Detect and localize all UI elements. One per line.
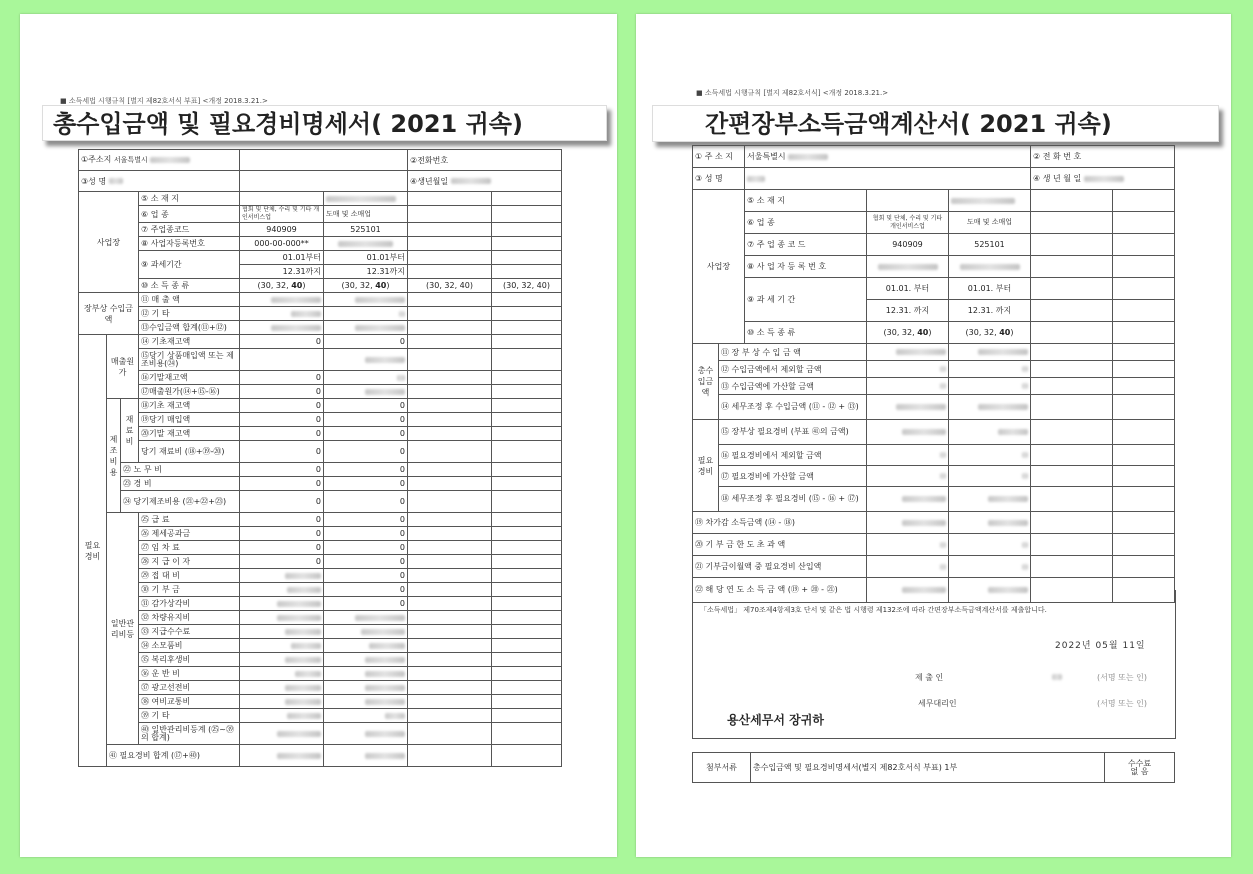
period-from-1: 01.01부터	[240, 251, 324, 265]
name-label: ③ 성 명	[693, 168, 745, 190]
submission-date: 2022년 05월 11일	[1055, 641, 1146, 651]
name-value	[745, 168, 1031, 190]
tax-office: 용산세무서 장귀하	[727, 713, 824, 727]
reg-label: ⑧ 사업자등록번호	[139, 237, 240, 251]
admin-row: ㊳ 여비교통비	[139, 695, 240, 709]
period-to-2: 12.31. 까지	[949, 300, 1031, 322]
summary-row: ⑲ 차가감 소득금액 (⑭ - ⑱)	[693, 512, 867, 534]
mfg-row: ㉔ 당기제조비용 (㉑+㉒+㉓)	[121, 491, 240, 513]
expense-statement-page	[20, 14, 617, 857]
period-label: ⑨ 과 세 기 간	[745, 278, 867, 322]
revenue-row: ⑫ 수입금액에서 제외할 금액	[719, 361, 867, 378]
expense-group-label: 필요경비	[693, 420, 719, 512]
declaration-statement: 「소득세법」 제70조제4항제3호 단서 및 같은 법 시행령 제132조에 따라 간편장부소득금액계산서를 제출합니다.	[700, 606, 1047, 614]
revenue-row: ⑭ 세무조정 후 수입금액 (⑪ - ⑫ + ⑬)	[719, 395, 867, 420]
expense-row: ⑰ 필요경비에 가산할 금액	[719, 466, 867, 487]
address-label: ①주소지 서울특별시	[79, 150, 240, 171]
form-title: 간편장부소득금액계산서( 2021 귀속)	[652, 105, 1219, 142]
admin-row: ㉟ 복리후생비	[139, 653, 240, 667]
cogs-row: ⑭ 기초재고액	[139, 335, 240, 349]
admin-row: ㉖ 제세공과금	[139, 527, 240, 541]
attachment-table	[692, 752, 1175, 783]
reg-value-1: 000-00-000**	[240, 237, 324, 251]
form-header-note: ■ 소득세법 시행규칙 [별지 제82호서식] <개정 2018.3.21.>	[696, 89, 889, 97]
admin-row: ㉞ 소모품비	[139, 639, 240, 653]
expense-row: ⑯ 필요경비에서 제외할 금액	[719, 445, 867, 466]
phone-label: ②전화번호	[408, 150, 562, 171]
cogs-row: ⑰매출원가(⑭+⑮-⑯)	[139, 385, 240, 399]
code-value-2: 525101	[949, 234, 1031, 256]
revenue-row: ⑬ 수입금액에 가산할 금액	[719, 378, 867, 395]
income-type-value-2: (30, 32, 40)	[324, 279, 408, 293]
admin-row: ㉕ 급 료	[139, 513, 240, 527]
admin-row: ㉝ 지급수수료	[139, 625, 240, 639]
income-type-value-4: (30, 32, 40)	[492, 279, 562, 293]
attachment-value: 총수입금액 및 필요경비명세서(별지 제82호서식 부표) 1부	[751, 753, 1105, 783]
expense-row: ⑮ 장부상 필요경비 (부표 ㊶의 금액)	[719, 420, 867, 445]
material-row: 당기 재료비 (⑱+⑲-⑳)	[139, 441, 240, 463]
cogs-group-label: 매출원가	[107, 335, 139, 399]
industry-value-2: 도매 및 소매업	[324, 206, 408, 223]
birth-label: ④생년월일	[408, 171, 562, 192]
form-header-note: ■ 소득세법 시행규칙 [별지 제82호서식 부표] <개정 2018.3.21.>	[60, 97, 268, 105]
expense-group-label: 필요경비	[79, 335, 107, 767]
cogs-row: ⑮당기 상품매입액 또는 제조비용(㉔)	[139, 349, 240, 371]
submitter-name	[1052, 674, 1062, 680]
attachment-label: 첨부서류	[693, 753, 751, 783]
industry-label: ⑥ 업 종	[745, 212, 867, 234]
income-type-value-3: (30, 32, 40)	[408, 279, 492, 293]
admin-row: ㊲ 광고선전비	[139, 681, 240, 695]
reg-label: ⑧ 사 업 자 등 록 번 호	[745, 256, 867, 278]
code-label: ⑦ 주 업 종 코 드	[745, 234, 867, 256]
summary-row: ㉒ 해 당 연 도 소 득 금 액 (⑲ + ⑳ - ㉑)	[693, 578, 867, 603]
location-value-1	[240, 192, 324, 206]
revenue-group-label: 장부상 수입금액	[79, 293, 139, 335]
revenue-row: ⑫ 기 타	[139, 307, 240, 321]
address-label: ① 주 소 지	[693, 146, 745, 168]
material-row: ⑱기초 재고액	[139, 399, 240, 413]
industry-value-2: 도매 및 소매업	[949, 212, 1031, 234]
revenue-row: ⑬수입금액 합계(⑪+⑫)	[139, 321, 240, 335]
period-from-2: 01.01부터	[324, 251, 408, 265]
code-value-2: 525101	[324, 223, 408, 237]
name-label: ③성 명	[79, 171, 240, 192]
birth-label: ④ 생 년 월 일	[1031, 168, 1175, 190]
industry-label: ⑥ 업 종	[139, 206, 240, 223]
admin-row: ㉘ 지 급 이 자	[139, 555, 240, 569]
industry-value-1: 협회 및 단체, 수리 및 기타 개인서비스업	[867, 212, 949, 234]
reg-value-2	[324, 237, 408, 251]
period-to-1: 12.31. 까지	[867, 300, 949, 322]
expense-statement-table: ①주소지 서울특별시 ②전화번호 ③성 명 ④생년월일 사업장 ⑤ 소 재 지 ⑥ 업 종 협회 및 단체, 수리 및 기타 개인서비스업 도매 및 소매업 ⑦ 주업종코드 940909 525101 ⑧ 사업자등록번호 000-00-000** ⑨ 과세기간 01.01부터 01.01부터 12.31까지 12.31까지 ⑩ 소 득 종 류 (30, 32, 40) (30, 32, 40) (30, 32, 40) (30, 32, 40) 장부상 수입금액 ⑪ 매 출 액 ⑫ 기 타 ⑬수입금액 합계(⑪+⑫) 필요경비 매출원가 ⑭ 기초재고액 0 0 ⑮당기 상품매입액 또는 제조비용(㉔) ⑯기말재고액 0 ⑰매출원가(⑭+⑮-⑯) 0 제조비용 재료비 ⑱기초 재고액 0 0 ⑲당기 매입액 0 0 ⑳기말 재고액 0 0 당기 재료비 (⑱+⑲-⑳) 0 0 ㉒ 노 무 비 0 0 ㉓ 경 비 0 0 ㉔ 당기제조비용 (㉑+㉒+㉓) 0 0 일반관리비등 ㉕ 급 료 0 0 ㉖ 제세공과금 0 0 ㉗ 임 차 료 0 0 ㉘ 지 급 이 자 0 0 ㉙ 접 대 비 0 ㉚ 기 부 금 0 ㉛ 감가상각비 0 ㉜ 차량유지비 ㉝ 지급수수료 ㉞ 소모품비 ㉟ 복리후생비 ㊱ 운 반 비 ㊲ 광고선전비 ㊳ 여비교통비 ㊴ 기 타 ㊵ 일반관리비등계 (㉕~㊴의 합계) ㊶ 필요경비 합계 (⑰+㊵)	[78, 149, 562, 767]
expense-total-label: ㊶ 필요경비 합계 (⑰+㊵)	[107, 745, 240, 767]
admin-row: ㊴ 기 타	[139, 709, 240, 723]
address-value: 서울특별시	[745, 146, 1031, 168]
material-group-label: 재료비	[121, 399, 139, 463]
business-group-label: 사업장	[693, 190, 745, 344]
submitter-sign: (서명 또는 인)	[1097, 673, 1147, 682]
period-from-2: 01.01. 부터	[949, 278, 1031, 300]
agent-label: 세무대리인	[918, 699, 957, 708]
period-to-2: 12.31까지	[324, 265, 408, 279]
industry-value-1: 협회 및 단체, 수리 및 기타 개인서비스업	[240, 206, 324, 223]
location-label: ⑤ 소 재 지	[745, 190, 867, 212]
revenue-row: ⑪ 장 부 상 수 입 금 액	[719, 344, 867, 361]
location-value-2	[324, 192, 408, 206]
location-label: ⑤ 소 재 지	[139, 192, 240, 206]
material-row: ⑳기말 재고액	[139, 427, 240, 441]
summary-row: ⑳ 기 부 금 한 도 초 과 액	[693, 534, 867, 556]
mfg-row: ㉒ 노 무 비	[121, 463, 240, 477]
phone-label: ② 전 화 번 호	[1031, 146, 1175, 168]
period-label: ⑨ 과세기간	[139, 251, 240, 279]
summary-row: ㉑ 기부금이월액 중 필요경비 산입액	[693, 556, 867, 578]
revenue-group-label: 총수입금액	[693, 344, 719, 420]
code-label: ⑦ 주업종코드	[139, 223, 240, 237]
cogs-row: ⑯기말재고액	[139, 371, 240, 385]
form-title: 총수입금액 및 필요경비명세서( 2021 귀속)	[42, 105, 607, 141]
revenue-row: ⑪ 매 출 액	[139, 293, 240, 307]
income-type-label: ⑩ 소 득 종 류	[139, 279, 240, 293]
address-value	[240, 150, 408, 171]
income-calc-table: ① 주 소 지 서울특별시 ② 전 화 번 호 ③ 성 명 ④ 생 년 월 일 사업장 ⑤ 소 재 지 ⑥ 업 종 협회 및 단체, 수리 및 기타 개인서비스업 도매 및 소매업 ⑦ 주 업 종 코 드 940909 525101 ⑧ 사 업 자 등 록 번 호 ⑨ 과 세 기 간 01.01. 부터 01.01. 부터 12.31. 까지 12.31. 까지 ⑩ 소 득 종 류 (30, 32, 40) (30, 32, 40) 총수입금액 ⑪ 장 부 상 수 입 금 액 ⑫ 수입금액에서 제외할 금액 ⑬ 수입금액에 가산할 금액 ⑭ 세무조정 후 수입금액 (⑪ - ⑫ + ⑬) 필요경비 ⑮ 장부상 필요경비 (부표 ㊶의 금액) ⑯ 필요경비에서 제외할 금액 ⑰ 필요경비에 가산할 금액 ⑱ 세무조정 후 필요경비 (⑮ - ⑯ + ⑰) ⑲ 차가감 소득금액 (⑭ - ⑱) ⑳ 기 부 금 한 도 초 과 액 ㉑ 기부금이월액 중 필요경비 산입액 ㉒ 해 당 연 도 소 득 금 액 (⑲ + ⑳ - ㉑)	[692, 145, 1175, 603]
period-to-1: 12.31까지	[240, 265, 324, 279]
code-value-1: 940909	[240, 223, 324, 237]
fee-cell: 수수료 없 음	[1105, 753, 1175, 783]
name-value	[240, 171, 408, 192]
agent-sign: (서명 또는 인)	[1097, 699, 1147, 708]
material-row: ⑲당기 매입액	[139, 413, 240, 427]
mfg-row: ㉓ 경 비	[121, 477, 240, 491]
admin-row: ㉜ 차량유지비	[139, 611, 240, 625]
admin-row: ㉚ 기 부 금	[139, 583, 240, 597]
admin-row: ㉛ 감가상각비	[139, 597, 240, 611]
period-from-1: 01.01. 부터	[867, 278, 949, 300]
income-type-value-1: (30, 32, 40)	[240, 279, 324, 293]
admin-row: ㊵ 일반관리비등계 (㉕~㊴의 합계)	[139, 723, 240, 745]
income-type-label: ⑩ 소 득 종 류	[745, 322, 867, 344]
admin-row: ㉙ 접 대 비	[139, 569, 240, 583]
admin-group-label: 일반관리비등	[107, 513, 139, 745]
admin-row: ㉗ 임 차 료	[139, 541, 240, 555]
simplified-income-calc-page	[636, 14, 1231, 857]
business-group-label: 사업장	[79, 192, 139, 293]
code-value-1: 940909	[867, 234, 949, 256]
admin-row: ㊱ 운 반 비	[139, 667, 240, 681]
expense-row: ⑱ 세무조정 후 필요경비 (⑮ - ⑯ + ⑰)	[719, 487, 867, 512]
mfg-group-label: 제조비용	[107, 399, 121, 513]
submitter-label: 제 출 인	[915, 673, 944, 682]
